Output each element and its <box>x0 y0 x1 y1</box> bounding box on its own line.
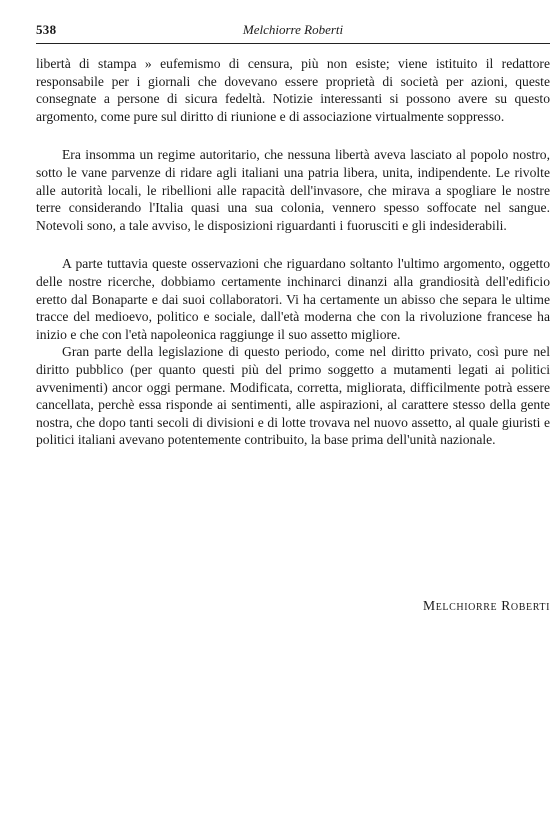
header-rule <box>36 43 550 44</box>
page-body <box>36 55 550 449</box>
page-number: 538 <box>36 22 57 37</box>
paragraph-1: libertà di stampa » eufemismo di censura, più non esiste; viene istituito il redattore responsabile per i giornali che dovevano essere proprietà di società per azioni, queste consegnate a persone di sicura fedeltà. Notizie interessanti si possono avere su questo argomento, come pure sul diritto di riunione e di associazione virtualmente soppresso. <box>36 56 550 124</box>
running-head: Melchiorre Roberti <box>242 22 344 37</box>
paragraph-4: Gran parte della legislazione di questo periodo, come nel diritto privato, così pure nel diritto pubblico (per quanto questi più del primo soggetto a mutamenti legati ai politici avvenimenti) ancor oggi permane. Modificata, corretta, migliorata, difficilmente potrà essere cancellata, perchè essa risponde ai sentimenti, alle aspirazioni, al carattere stesso della gente nostra, che dopo tanti secoli di divisioni e di lotte trovava nel nuovo assetto, al quale giuristi e politici italiani avevano potentemente contribuito, la base prima dell'unità nazionale. <box>36 344 550 448</box>
paragraph-gap <box>36 125 550 146</box>
author-signature: Melchiorre Roberti <box>423 598 550 613</box>
paragraph-2: Era insomma un regime autoritario, che nessuna libertà aveva lasciato al popolo nostro, sotto le vane parvenze di ridare agli italiani una patria libera, unita, indipendente. Le rivolte alle autorità locali, le ribellioni alle rapacità dell'invasore, che mirava a spogliare le nostre terre considerando l'Italia quasi una sua colonia, vennero spesso soffocate nel sangue. Notevoli sono, a tale avviso, le disposizioni riguardanti i fuorusciti e gli indesiderabili. <box>36 147 550 233</box>
paragraph-gap <box>36 234 550 255</box>
paragraph-3: A parte tuttavia queste osservazioni che riguardano soltanto l'ultimo argomento, oggetto delle nostre ricerche, dobbiamo certamente inchinarci dinanzi alla grandiosità dell'edificio eretto dal Bonaparte e dai suoi collaboratori. Vi ha certamente un abisso che separa le ultime tracce del medioevo, politico e sociale, dall'età moderna che con la rivoluzione francese ha inizio e che con l'età napoleonica raggiunge il suo assetto migliore. <box>36 256 550 342</box>
page-header <box>36 22 550 42</box>
